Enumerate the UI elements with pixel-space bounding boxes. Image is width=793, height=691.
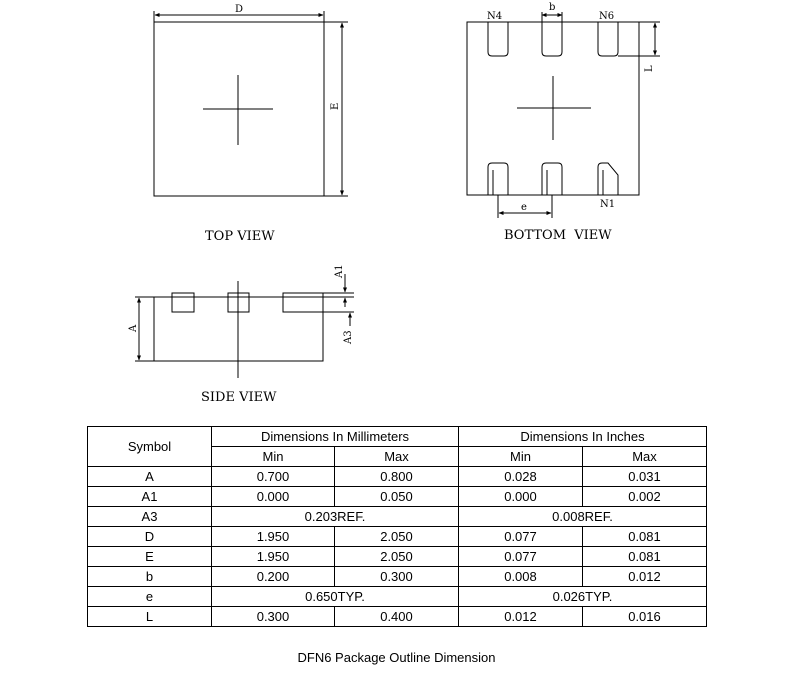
mm-min-cell: 0.200 [212, 567, 335, 587]
symbol-cell: D [88, 527, 212, 547]
pad-n1 [598, 163, 618, 195]
table-row [88, 527, 707, 547]
table-row [88, 487, 707, 507]
side-pad-1 [172, 293, 194, 312]
pad-n3 [488, 163, 508, 195]
inch-max-cell: 0.016 [583, 607, 707, 627]
inch-header: Dimensions In Inches [459, 427, 707, 447]
inch-merged-cell: 0.008REF. [459, 507, 707, 527]
side-pad-3 [283, 293, 323, 312]
table-row [88, 507, 707, 527]
mm-min-cell: 0.300 [212, 607, 335, 627]
mm-min-cell: 0.000 [212, 487, 335, 507]
mm-merged-cell: 0.650TYP. [212, 587, 459, 607]
pin-n6-label: N6 [599, 11, 615, 22]
inch-max-header: Max [583, 447, 707, 467]
dim-d-label: D [235, 4, 244, 15]
side-view [135, 274, 354, 378]
symbol-cell: A3 [88, 507, 212, 527]
bottom-view-label: BOTTOM VIEW [504, 228, 612, 243]
table-row [88, 587, 707, 607]
dimension-table [87, 426, 707, 627]
symbol-cell: e [88, 587, 212, 607]
dim-b-label: b [549, 2, 556, 13]
mm-max-cell: 0.300 [335, 567, 459, 587]
mm-max-cell: 0.050 [335, 487, 459, 507]
inch-min-cell: 0.008 [459, 567, 583, 587]
pad-n6 [598, 22, 618, 56]
pad-n2 [542, 163, 562, 195]
top-view [154, 11, 348, 196]
mm-max-header: Max [335, 447, 459, 467]
side-view-label: SIDE VIEW [201, 390, 277, 405]
symbol-cell: b [88, 567, 212, 587]
table-row [88, 547, 707, 567]
bottom-view [467, 12, 660, 218]
mm-max-cell: 2.050 [335, 527, 459, 547]
table-row [88, 567, 707, 587]
inch-min-cell: 0.077 [459, 527, 583, 547]
figure-caption: DFN6 Package Outline Dimension [297, 650, 496, 665]
inch-max-cell: 0.081 [583, 527, 707, 547]
pin-n4-label: N4 [487, 11, 503, 22]
mm-merged-cell: 0.203REF. [212, 507, 459, 527]
pin-n1-label: N1 [600, 199, 616, 210]
symbol-cell: L [88, 607, 212, 627]
dim-a-label: A [128, 324, 139, 332]
symbol-cell: E [88, 547, 212, 567]
mm-min-cell: 1.950 [212, 547, 335, 567]
pad-n5 [542, 22, 562, 56]
symbol-cell: A [88, 467, 212, 487]
inch-max-cell: 0.081 [583, 547, 707, 567]
inch-min-cell: 0.028 [459, 467, 583, 487]
pad-n4 [488, 22, 508, 56]
mm-min-cell: 1.950 [212, 527, 335, 547]
mm-max-cell: 0.800 [335, 467, 459, 487]
inch-min-cell: 0.012 [459, 607, 583, 627]
dim-e-label: E [330, 102, 341, 110]
inch-min-header: Min [459, 447, 583, 467]
dim-l-label: L [644, 65, 655, 72]
inch-min-cell: 0.077 [459, 547, 583, 567]
inch-merged-cell: 0.026TYP. [459, 587, 707, 607]
symbol-header: Symbol [88, 427, 212, 467]
mm-min-cell: 0.700 [212, 467, 335, 487]
inch-max-cell: 0.031 [583, 467, 707, 487]
top-view-label: TOP VIEW [205, 229, 275, 244]
mm-max-cell: 0.400 [335, 607, 459, 627]
dim-e-pitch-label: e [521, 202, 527, 213]
inch-min-cell: 0.000 [459, 487, 583, 507]
table-row [88, 467, 707, 487]
dim-a1-label: A1 [334, 264, 345, 278]
mm-header: Dimensions In Millimeters [212, 427, 459, 447]
mm-max-cell: 2.050 [335, 547, 459, 567]
table-header-row [88, 427, 707, 447]
inch-max-cell: 0.002 [583, 487, 707, 507]
mm-min-header: Min [212, 447, 335, 467]
inch-max-cell: 0.012 [583, 567, 707, 587]
table-row [88, 607, 707, 627]
symbol-cell: A1 [88, 487, 212, 507]
dim-a3-label: A3 [343, 330, 354, 344]
